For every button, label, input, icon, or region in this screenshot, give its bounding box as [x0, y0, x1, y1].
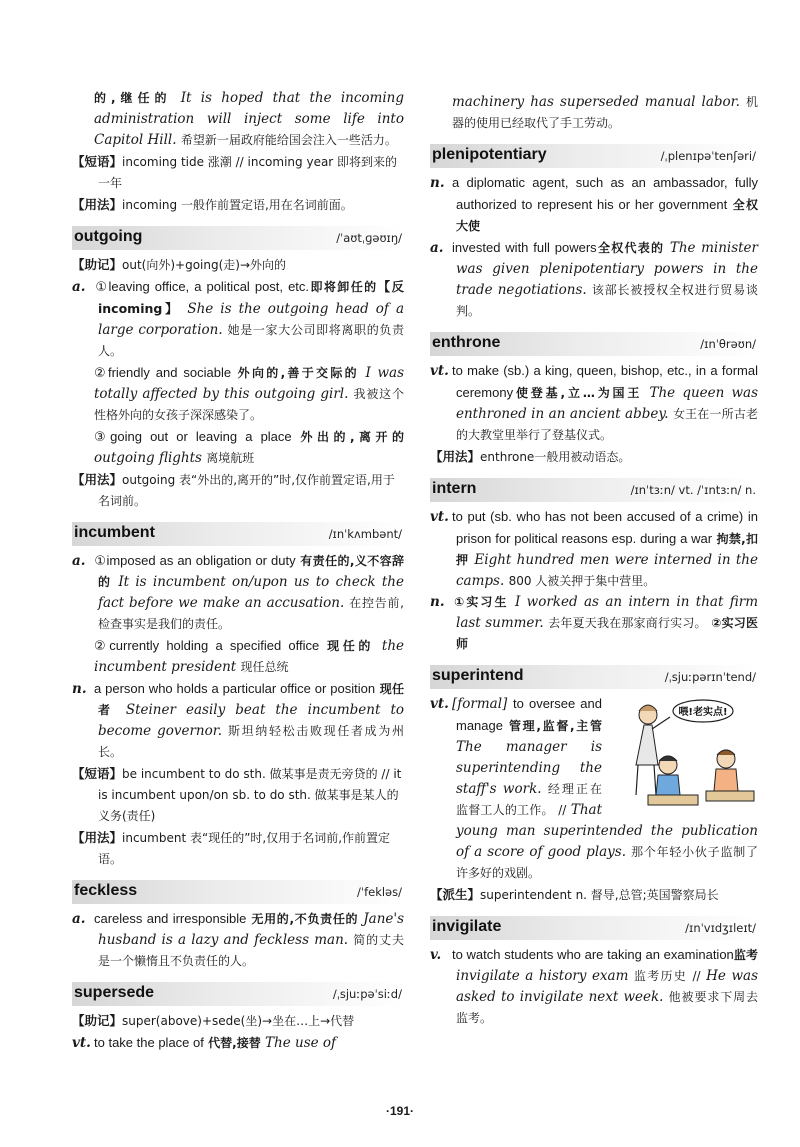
usage: 【用法】outgoing 表“外出的,离开的”时,仅作前置定语,用于名词前。 — [72, 472, 395, 508]
incoming-sense-tail: 的,继任的 It is hoped that the incoming administration will inject some life into Capitol Hill. 希望新一届政府能给国会注入一些活力。 — [94, 90, 405, 148]
supersede-example-tail: machinery has superseded manual labor. 机器的使用已经取代了手工劳动。 — [452, 94, 758, 130]
incoming-usage: 【用法】incoming 一般作前置定语,用在名词前面。 — [72, 197, 353, 212]
entry-superintend — [430, 665, 758, 906]
entry-header — [430, 478, 758, 502]
noun-sense: n. a person who holds a particular office or position 现任者 Steiner easily beat the incumbent to become governor. 斯坦纳轻松击败现任者成为州长。 — [72, 681, 404, 759]
headword: superintend — [432, 667, 524, 684]
sense-3: ③going out or leaving a place 外出的,离开的 outgoing flights 离境航班 — [94, 429, 404, 466]
mnemonic: 【助记】out(向外)+going(走)→外向的 — [72, 257, 287, 272]
adjective-sense: a. invested with full powers全权代表的 The minister was given plenipotentiary powers in the trade negotiations. 该部长被授权全权进行贸易谈判。 — [430, 240, 758, 318]
entry-incumbent — [72, 522, 404, 870]
sense: vt. [formal] to oversee and manage 管理,监督,主管 The manager is superintending the staff's work. 经理正在监督工人的工作。 // That young man superintended the publication of a score of good plays. 那个年轻小伙子监制了许多好的戏剧。 — [430, 696, 758, 880]
entry-plenipotentiary — [430, 144, 758, 322]
headword: enthrone — [432, 334, 501, 351]
headword: invigilate — [432, 918, 502, 935]
headword: plenipotentiary — [432, 146, 547, 163]
supervisor-illustration — [608, 695, 758, 815]
entry-header — [430, 916, 758, 940]
headword: incumbent — [74, 524, 155, 541]
entry-header — [430, 144, 758, 168]
phonetic: /ɪnˈtɜːn/ vt. /ˈɪntɜːn/ n. — [630, 483, 756, 497]
incoming-phrase: 【短语】incoming tide 涨潮 // incoming year 即将到来的一年 — [72, 154, 398, 190]
entry-header — [430, 665, 758, 689]
headword: supersede — [74, 984, 155, 1001]
sense-1: a. ①leaving office, a political post, etc.即将卸任的【反 incoming】 She is the outgoing head of a large corporation. 她是一家大公司即将离职的负责人。 — [72, 279, 404, 358]
entry-invigilate — [430, 916, 758, 1029]
phonetic: /ˈaʊtˌɡəʊɪŋ/ — [336, 231, 402, 245]
sense: a. careless and irresponsible 无用的,不负责任的 Jane's husband is a lazy and feckless man. 简的丈夫是一个懒惰且不负责任的人。 — [72, 911, 405, 968]
usage: 【用法】enthrone一般用被动语态。 — [430, 449, 631, 464]
entry-supersede — [72, 982, 404, 1054]
entry-feckless — [72, 880, 404, 972]
entry-intern — [430, 478, 758, 655]
sense-2: ②currently holding a specified office 现任的 the incumbent president 现任总统 — [94, 638, 404, 675]
entry-supersede-continued — [430, 92, 758, 134]
phonetic: /ɪnˈθrəʊn/ — [700, 337, 756, 351]
entry-enthrone — [430, 332, 758, 468]
sense: vt. to take the place of 代替,接替 The use of — [72, 1035, 337, 1051]
phonetic: /ɪnˈkʌmbənt/ — [328, 527, 402, 541]
headword: feckless — [74, 882, 138, 899]
phonetic: /ˌsjuːpəˈsiːd/ — [332, 987, 402, 1001]
phonetic: /ˈfekləs/ — [357, 885, 402, 899]
entry-header — [430, 332, 758, 356]
sense: v. to watch students who are taking an examination监考 invigilate a history exam 监考历史 // He was asked to invigilate next week. 他被要求下周去监考。 — [430, 947, 758, 1025]
usage: 【用法】incumbent 表“现任的”时,仅用于名词前,作前置定语。 — [72, 830, 391, 866]
right-column — [430, 92, 758, 1029]
page-number: ·191· — [385, 1104, 414, 1118]
sense-2: ②friendly and sociable 外向的,善于交际的 I was totally affected by this outgoing girl. 我被这个性格外向的女孩子深深感染了。 — [94, 365, 405, 422]
noun-sense: n. a diplomatic agent, such as an ambassador, fully authorized to represent his or her government 全权大使 — [430, 175, 758, 233]
speech-bubble-text: 喂!老实点! — [678, 707, 728, 718]
headword: intern — [432, 480, 477, 497]
mnemonic: 【助记】super(above)+sede(坐)→坐在…上→代替 — [72, 1013, 355, 1028]
left-column — [72, 88, 404, 1054]
entry-header — [72, 880, 404, 904]
phrase: 【短语】be incumbent to do sth. 做某事是责无旁贷的 // it is incumbent upon/on sb. to do sth. 做某事是某人的义务(责任) — [72, 766, 402, 823]
verb-sense: vt. to put (sb. who has not been accused of a crime) in prison for political reasons esp. during a war 拘禁,扣押 Eight hundred men were interned in the camps. 800 人被关押于集中营里。 — [430, 509, 758, 589]
entry-outgoing — [72, 226, 404, 512]
entry-incoming-continued — [72, 88, 404, 216]
phonetic: /ˌplenɪpəˈtenʃəri/ — [660, 149, 756, 163]
entry-header — [72, 226, 404, 250]
sense: vt. to make (sb.) a king, queen, bishop, etc., in a formal ceremony使登基,立…为国王 The queen was enthroned in an ancient abbey. 女王在一所古老的大教堂里举行了登基仪式。 — [430, 363, 759, 442]
headword: outgoing — [74, 228, 143, 245]
phonetic: /ɪnˈvɪdʒɪleɪt/ — [685, 921, 756, 935]
entry-header — [72, 982, 404, 1006]
entry-header — [72, 522, 404, 546]
derivative: 【派生】superintendent n. 督导,总管;英国警察局长 — [430, 887, 719, 902]
sense-1: a. ①imposed as an obligation or duty 有责任的,义不容辞的 It is incumbent on/upon us to check the fact before we make an accusation. 在控告前,检查事实是我们的责任。 — [72, 553, 404, 631]
noun-sense: n. ①实习生 I worked as an intern in that firm last summer. 去年夏天我在那家商行实习。 ②实习医师 — [430, 594, 758, 651]
phonetic: /ˌsjuːpərɪnˈtend/ — [664, 670, 756, 684]
